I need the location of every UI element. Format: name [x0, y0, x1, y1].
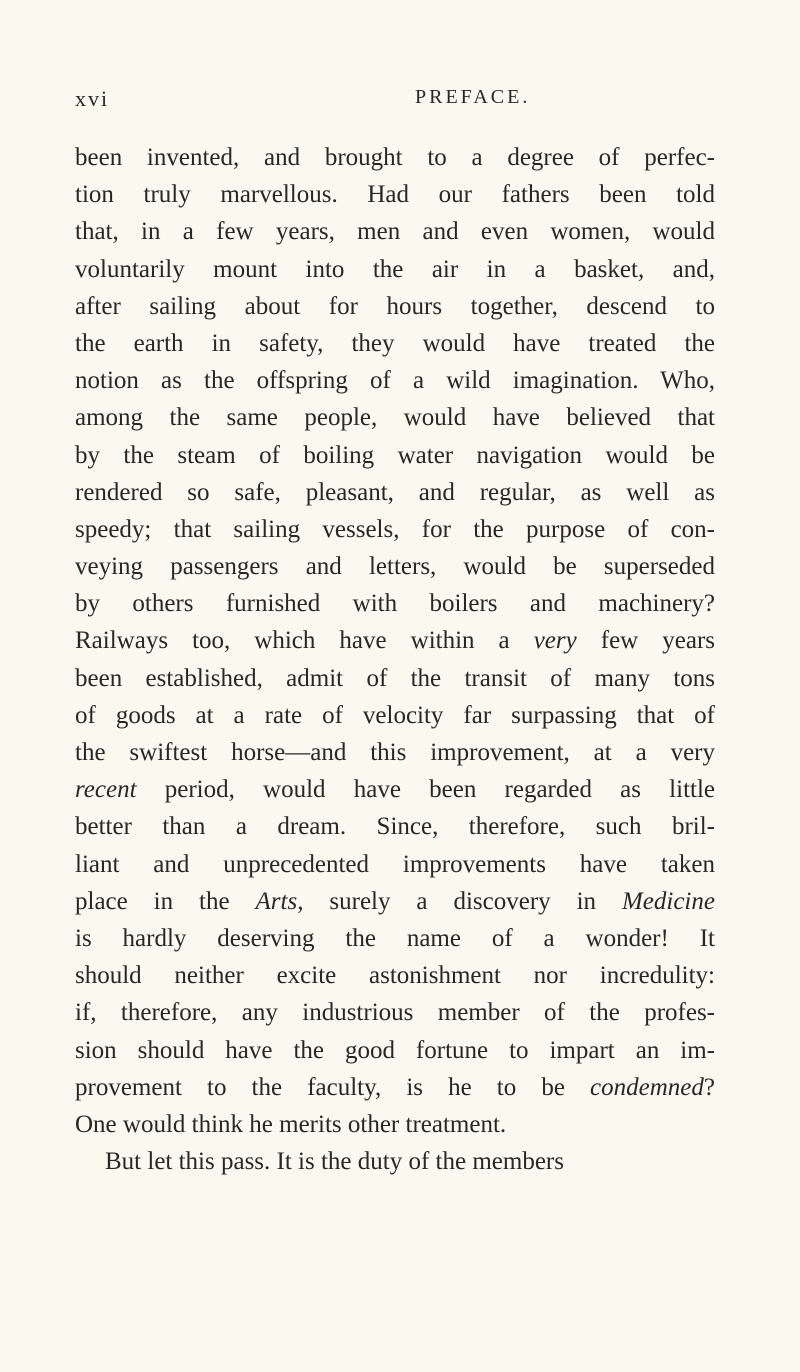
text-run: been invented, and brought to a degree of perfec-: [75, 144, 715, 171]
text-line: [75, 994, 715, 1031]
text-line: [75, 1032, 715, 1069]
text-run: among the same people, would have believed that: [75, 404, 715, 432]
text-line: [75, 771, 715, 808]
text-line: [75, 288, 715, 325]
text-line: [75, 474, 715, 511]
text-run: place in the: [75, 887, 256, 915]
running-head: [75, 86, 715, 116]
text-run: ?: [703, 1073, 715, 1101]
text-run: tion truly marvellous. Had our fathers been told: [75, 181, 715, 209]
text-run: rendered so safe, pleasant, and regular, as well as: [75, 478, 715, 506]
text-run: One would think he merits other treatment.: [75, 1110, 507, 1138]
text-line: [75, 1143, 715, 1180]
page-number: xvi: [75, 86, 110, 111]
text-line: [75, 437, 715, 474]
text-line: [75, 846, 715, 883]
text-run: that, in a few years, men and even women, would: [75, 218, 715, 246]
text-line: [75, 585, 715, 622]
text-line: [75, 548, 715, 585]
text-run: should neither excite astonishment nor incredulity:: [75, 962, 715, 990]
text-run: after sailing about for hours together, descend to: [75, 292, 715, 320]
text-run: sion should have the good fortune to impart an im-: [75, 1036, 715, 1064]
text-run: the earth in safety, they would have treated the: [75, 329, 715, 357]
italic-word: very: [533, 627, 577, 655]
text-line: [75, 883, 715, 920]
text-run: But let this pass. It is the duty of the members: [105, 1148, 564, 1176]
body-text: [75, 139, 715, 1180]
text-run: by the steam of boiling water navigation would be: [75, 441, 715, 469]
text-run: of goods at a rate of velocity far surpassing that of: [75, 701, 715, 729]
running-title: PREFACE.: [415, 86, 531, 108]
text-line: [75, 213, 715, 250]
text-line: [75, 251, 715, 288]
text-line: [75, 511, 715, 548]
text-line: [75, 660, 715, 697]
text-line: [75, 734, 715, 771]
text-run: liant and unprecedented improvements have taken: [75, 850, 715, 878]
text-run: by others furnished with boilers and machinery?: [75, 590, 715, 618]
text-line: [75, 622, 715, 659]
text-line: [75, 139, 715, 176]
text-run: speedy; that sailing vessels, for the purpose of con-: [75, 515, 715, 543]
italic-word: recent: [75, 776, 137, 804]
text-run: better than a dream. Since, therefore, such bril-: [75, 813, 715, 841]
text-line: [75, 325, 715, 362]
text-line: [75, 399, 715, 436]
text-run: been established, admit of the transit of many tons: [75, 664, 715, 692]
italic-word: Arts,: [255, 887, 304, 915]
text-run: veying passengers and letters, would be superseded: [75, 553, 715, 581]
text-line: [75, 808, 715, 845]
text-run: provement to the faculty, is he to be: [75, 1073, 591, 1101]
text-line: [75, 697, 715, 734]
text-run: surely a discovery in: [303, 887, 622, 915]
text-run: few years: [576, 627, 715, 655]
text-line: [75, 1069, 715, 1106]
text-run: Railways too, which have within a: [75, 627, 534, 655]
text-run: if, therefore, any industrious member of the profes-: [75, 999, 715, 1027]
text-line: [75, 176, 715, 213]
text-line: [75, 362, 715, 399]
italic-word: Medicine: [621, 887, 715, 915]
text-run: period, would have been regarded as little: [136, 776, 715, 804]
text-run: notion as the offspring of a wild imagination. Who,: [75, 367, 715, 395]
text-line: [75, 1106, 715, 1143]
text-run: voluntarily mount into the air in a basket, and,: [75, 255, 715, 283]
italic-word: condemned: [590, 1073, 704, 1101]
text-run: is hardly deserving the name of a wonder! It: [75, 924, 715, 952]
text-line: [75, 957, 715, 994]
text-line: [75, 920, 715, 957]
text-run: the swiftest horse—and this improvement, at a very: [75, 739, 715, 766]
